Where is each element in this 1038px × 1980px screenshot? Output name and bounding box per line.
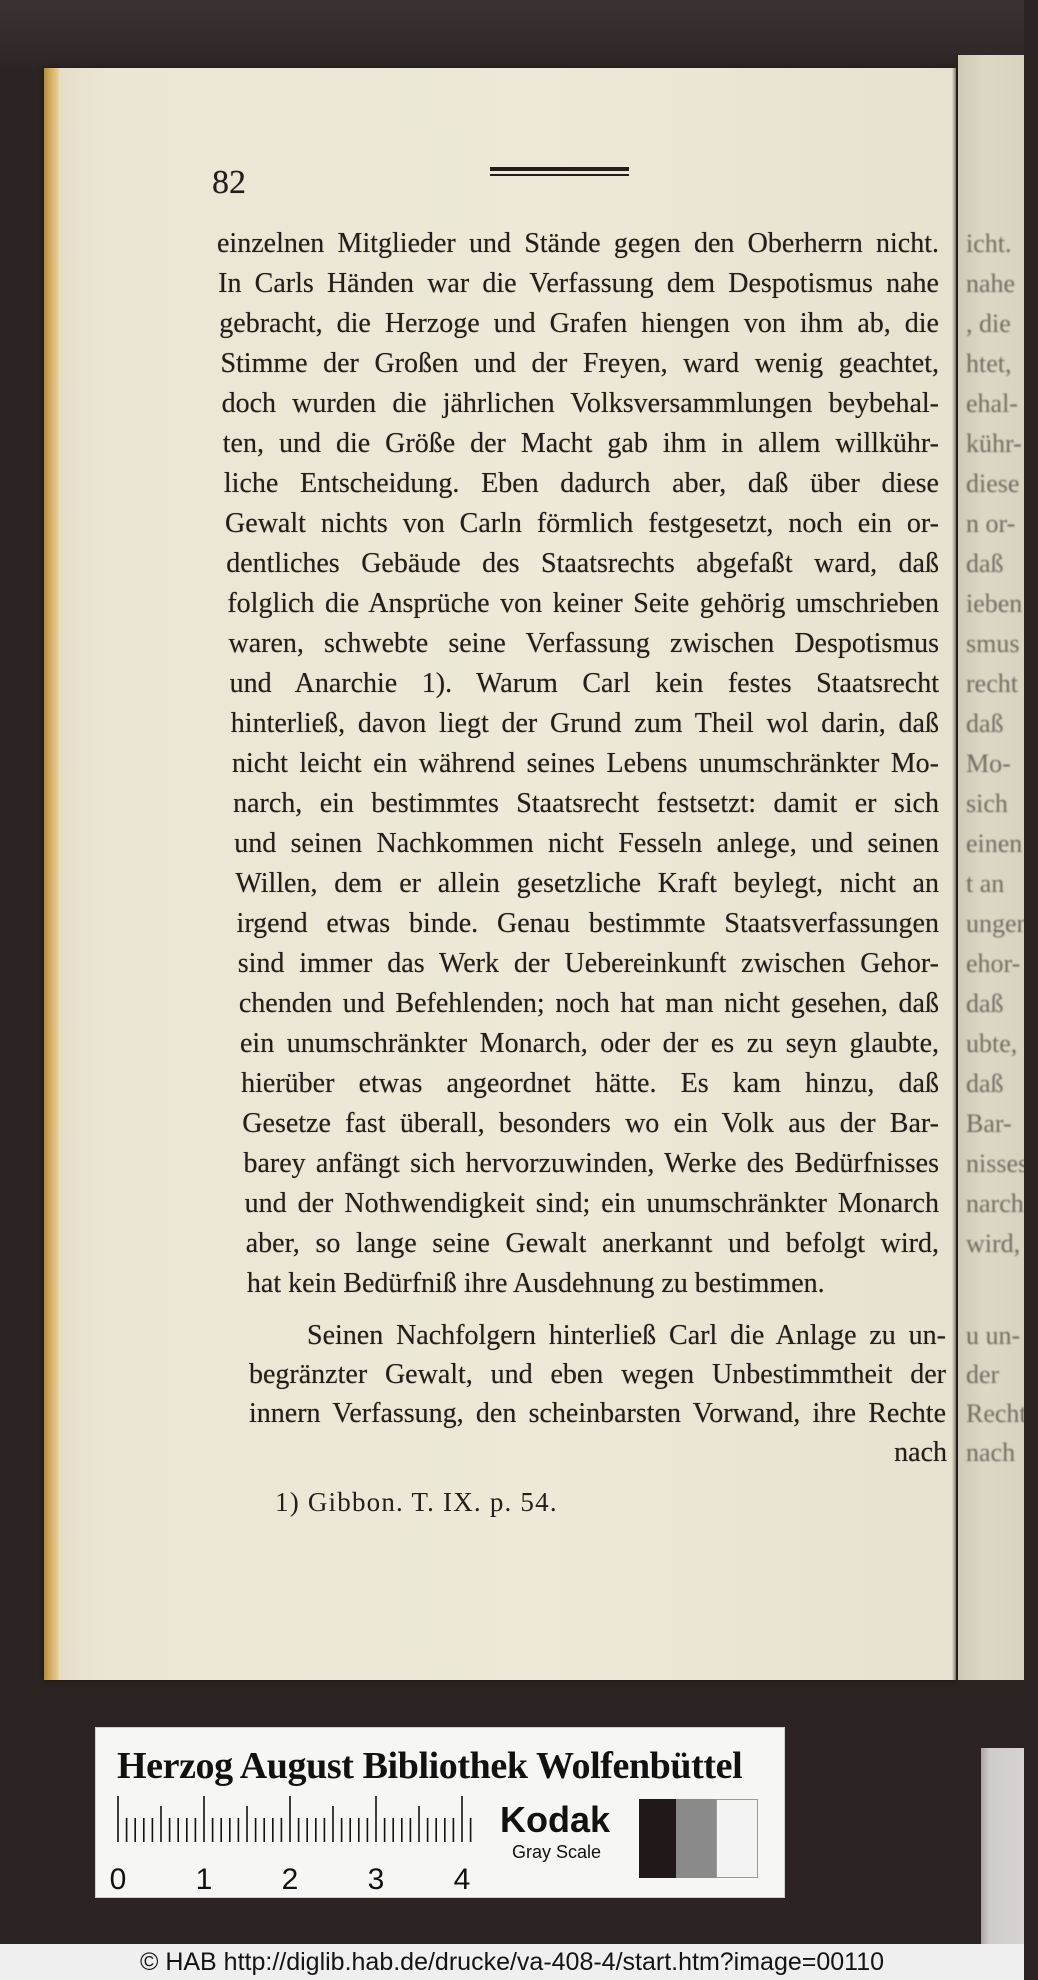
adjacent-page-fragment: einen — [966, 829, 1023, 858]
text-line: und der Nothwendigkeit sind; ein unumschränkter Monarch — [244, 1188, 939, 1219]
text-line: waren, schwebte seine Verfassung zwischen Despotismus — [228, 628, 939, 659]
text-line: hierüber etwas angeordnet hätte. Es kam hinzu, daß — [241, 1068, 939, 1099]
adjacent-page-fragment: , die — [966, 309, 1011, 338]
page-number: 82 — [212, 164, 246, 201]
book-page — [44, 68, 956, 1680]
text-line: doch wurden die jährlichen Volksversammlungen beybehal- — [221, 388, 939, 419]
text-line: ten, und die Größe der Macht gab ihm in allem willkühr- — [222, 428, 939, 459]
adjacent-page-fragment: daß — [966, 549, 1004, 578]
text-line: ein unumschränkter Monarch, oder der es zu seyn glaubte, — [240, 1028, 939, 1059]
text-line: nicht leicht ein während seines Lebens unumschränkter Mo- — [231, 748, 939, 779]
text-line: Gewalt nichts von Carln förmlich festgesetzt, noch ein or- — [225, 508, 939, 539]
text-line: Gesetze fast überall, besonders wo ein Volk aus der Bar- — [242, 1108, 939, 1139]
scale-number: 3 — [367, 1863, 385, 1896]
adjacent-page-fragment: der — [966, 1360, 1000, 1389]
adjacent-page-fragment: ungen — [966, 909, 1030, 938]
gray-patch-white — [716, 1799, 758, 1878]
adjacent-page-fragment: daß — [966, 1069, 1004, 1098]
text-line: irgend etwas binde. Genau bestimmte Staatsverfassungen — [236, 908, 939, 939]
adjacent-page-fragment: sich — [966, 789, 1008, 818]
text-line: narch, ein bestimmtes Staatsrecht festsetzt: damit er sich — [233, 788, 939, 819]
text-line: folglich die Ansprüche von keiner Seite gehörig umschrieben — [227, 588, 939, 619]
text-line: einzelnen Mitglieder und Stände gegen den Oberherrn nicht. — [217, 228, 939, 259]
adjacent-page-fragment: htet, — [966, 349, 1012, 378]
text-line: dentliches Gebäude des Staatsrechts abgefaßt ward, daß — [226, 548, 939, 579]
adjacent-page-fragment: ieben — [966, 589, 1023, 618]
adjacent-page-fragment: narch — [966, 1189, 1024, 1218]
copyright-text: © HAB http://diglib.hab.de/drucke/va-408-4/start.htm?image=00110 — [139, 1948, 885, 1976]
text-line: hinterließ, davon liegt der Grund zum Theil wol darin, daß — [230, 708, 939, 739]
adjacent-page-fragment: daß — [966, 989, 1004, 1018]
scale-number: 2 — [281, 1863, 299, 1896]
adjacent-page-fragment: kühr- — [966, 429, 1022, 458]
adjacent-page-fragment: nahe — [966, 269, 1016, 298]
page-edge — [44, 68, 59, 1680]
adjacent-page-fragment: recht — [966, 669, 1018, 698]
text-line: sind immer das Werk der Uebereinkunft zwischen Gehor- — [237, 948, 939, 979]
text-line: und seinen Nachkommen nicht Fesseln anlege, und seinen — [234, 828, 939, 859]
copyright-footer — [0, 1944, 1024, 1980]
text-line: Seinen Nachfolgern hinterließ Carl die Anlage zu un- — [307, 1320, 946, 1351]
text-line: hat kein Bedürfniß ihre Ausdehnung zu bestimmen. — [246, 1268, 825, 1299]
catchword: nach — [894, 1437, 947, 1468]
text-line: gebracht, die Herzoge und Grafen hiengen von ihm ab, die — [219, 308, 939, 339]
adjacent-page-fragment: daß — [966, 709, 1004, 738]
adjacent-page-fragment: Mo- — [966, 749, 1011, 778]
header-rule — [490, 167, 629, 176]
text-line: chenden und Befehlenden; noch hat man nicht gesehen, daß — [238, 988, 939, 1019]
gray-patch-mid — [676, 1799, 716, 1878]
text-line: In Carls Händen war die Verfassung dem Despotismus nahe — [218, 268, 939, 299]
text-line: innern Verfassung, den scheinbarsten Vorwand, ihre Rechte — [249, 1398, 946, 1429]
text-line: begränzter Gewalt, und eben wegen Unbestimmtheit der — [249, 1359, 946, 1390]
scale-number: 4 — [453, 1863, 471, 1896]
adjacent-label — [981, 1748, 1024, 1944]
adjacent-page-fragment: Rechte — [966, 1399, 1038, 1428]
text-line: und Anarchie 1). Warum Carl kein festes Staatsrecht — [229, 668, 939, 699]
footnote: 1) Gibbon. T. IX. p. 54. — [275, 1487, 558, 1517]
adjacent-page-fragment: icht. — [966, 229, 1012, 258]
adjacent-page-catchword: nach — [966, 1438, 1016, 1467]
gray-patch-black — [639, 1799, 676, 1878]
adjacent-page-fragment: t an — [966, 869, 1005, 898]
text-line: barey anfängt sich hervorzuwinden, Werke des Bedürfnisses — [243, 1148, 939, 1179]
adjacent-page-fragment: ehor- — [966, 949, 1021, 978]
adjacent-page-fragment: ubte, — [966, 1029, 1018, 1058]
adjacent-page-fragment: diese — [966, 469, 1020, 498]
color-calibration-label — [95, 1727, 785, 1898]
text-line: liche Entscheidung. Eben dadurch aber, daß über diese — [223, 468, 939, 499]
adjacent-page-fragment: nisses — [966, 1149, 1029, 1178]
adjacent-page-fragment: wird, — [966, 1229, 1021, 1258]
adjacent-page-fragment: smus — [966, 629, 1020, 658]
kodak-logo: Kodak — [500, 1799, 611, 1840]
adjacent-page-fragment: u un- — [966, 1321, 1021, 1350]
text-line: Willen, dem er allein gesetzliche Kraft beylegt, nicht an — [235, 868, 939, 899]
adjacent-page-fragment: n or- — [966, 509, 1016, 538]
adjacent-page-fragment: Bar- — [966, 1109, 1012, 1138]
adjacent-page-fragment: ehal- — [966, 389, 1018, 418]
scale-number: 1 — [195, 1863, 213, 1896]
text-line: Stimme der Großen und der Freyen, ward wenig geachtet, — [220, 348, 939, 379]
gray-scale-caption: Gray Scale — [512, 1842, 602, 1862]
library-name: Herzog August Bibliothek Wolfenbüttel — [117, 1745, 743, 1787]
scale-number: 0 — [109, 1863, 127, 1896]
scanner-background-top — [0, 0, 1024, 68]
text-line: aber, so lange seine Gewalt anerkannt und befolgt wird, — [245, 1228, 939, 1259]
adjacent-page — [958, 55, 1038, 1680]
